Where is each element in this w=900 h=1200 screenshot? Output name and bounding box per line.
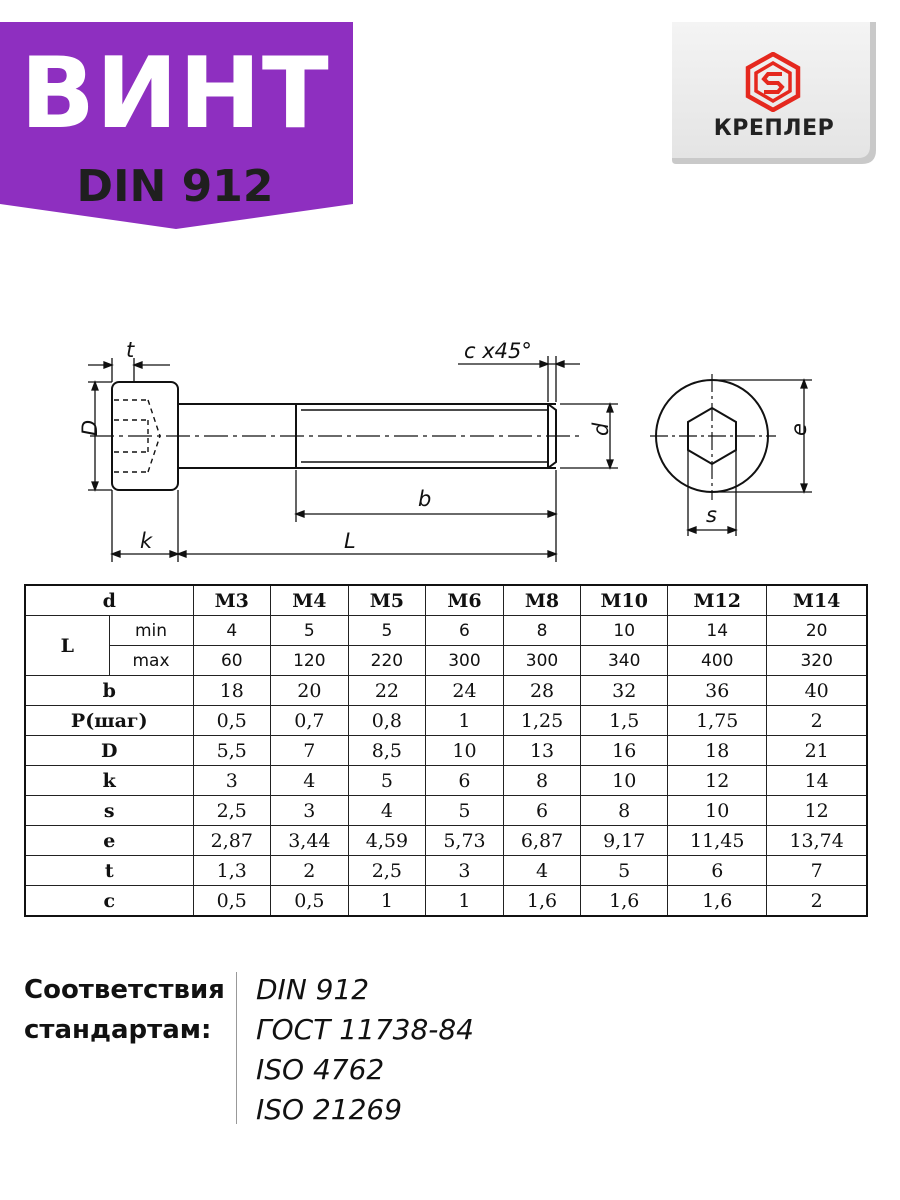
standard-item: ISO 21269: [256, 1093, 403, 1126]
table-cell: 14: [668, 616, 767, 646]
size-header: M14: [767, 585, 867, 616]
size-header: M6: [426, 585, 504, 616]
table-cell: 0,5: [193, 886, 271, 917]
row-label: k: [25, 766, 193, 796]
table-cell: 36: [668, 676, 767, 706]
hex-s-logo-icon: [745, 52, 801, 112]
dimensions-table: [24, 584, 868, 917]
table-cell: 11,45: [668, 826, 767, 856]
table-cell: 16: [581, 736, 668, 766]
table-row: [25, 766, 867, 796]
label-e: e: [787, 423, 811, 436]
row-label: L: [25, 616, 109, 676]
table-row: [25, 616, 867, 646]
table-cell: 10: [426, 736, 504, 766]
standards-label: [24, 970, 234, 1050]
table-cell: 120: [271, 646, 349, 676]
banner-title: ВИНТ: [20, 37, 330, 151]
table-cell: 220: [348, 646, 426, 676]
table-cell: 18: [193, 676, 271, 706]
row-sublabel: min: [109, 616, 193, 646]
table-cell: 4: [271, 766, 349, 796]
table-cell: 18: [668, 736, 767, 766]
label-k: k: [140, 529, 153, 553]
table-cell: 3,44: [271, 826, 349, 856]
table-row: [25, 796, 867, 826]
table-cell: 9,17: [581, 826, 668, 856]
table-row: [25, 706, 867, 736]
table-row: [25, 826, 867, 856]
table-row: [25, 886, 867, 917]
label-t: t: [126, 338, 135, 362]
table-cell: 28: [503, 676, 581, 706]
table-cell: 1,6: [668, 886, 767, 917]
table-cell: 7: [767, 856, 867, 886]
brand-name: КРЕПЛЕР: [713, 116, 835, 141]
table-cell: 21: [767, 736, 867, 766]
size-header: M5: [348, 585, 426, 616]
banner-subtitle: DIN 912: [76, 161, 274, 212]
table-cell: 4: [348, 796, 426, 826]
table-cell: 1: [426, 886, 504, 917]
row-label: P(шаг): [25, 706, 193, 736]
table-cell: 0,5: [271, 886, 349, 917]
table-cell: 1: [348, 886, 426, 917]
row-label: b: [25, 676, 193, 706]
row-label: t: [25, 856, 193, 886]
table-cell: 300: [503, 646, 581, 676]
label-D: D: [78, 419, 102, 436]
size-header: M10: [581, 585, 668, 616]
divider: [236, 972, 237, 1124]
table-cell: 6: [426, 616, 504, 646]
table-cell: 6: [503, 796, 581, 826]
table-cell: 5: [426, 796, 504, 826]
row-label: c: [25, 886, 193, 917]
table-cell: 10: [581, 616, 668, 646]
table-cell: 4,59: [348, 826, 426, 856]
table-cell: 32: [581, 676, 668, 706]
table-cell: 5: [348, 616, 426, 646]
table-cell: 6: [426, 766, 504, 796]
standard-item: ISO 4762: [256, 1053, 385, 1086]
table-cell: 5,73: [426, 826, 504, 856]
row-label: s: [25, 796, 193, 826]
table-row: [25, 736, 867, 766]
table-cell: 300: [426, 646, 504, 676]
table-cell: 400: [668, 646, 767, 676]
table-cell: 2,5: [348, 856, 426, 886]
label-L: L: [344, 529, 356, 553]
table-cell: 60: [193, 646, 271, 676]
standards-list: [256, 970, 474, 1130]
table-cell: 20: [271, 676, 349, 706]
label-d: d: [589, 422, 613, 436]
table-cell: 2,5: [193, 796, 271, 826]
table-header-row: [25, 585, 867, 616]
table-cell: 4: [193, 616, 271, 646]
table-cell: 1,6: [503, 886, 581, 917]
table-cell: 1,6: [581, 886, 668, 917]
table-cell: 5: [271, 616, 349, 646]
table-cell: 2,87: [193, 826, 271, 856]
table-cell: 8: [503, 766, 581, 796]
standard-item: DIN 912: [256, 973, 370, 1006]
table-cell: 13: [503, 736, 581, 766]
table-cell: 0,8: [348, 706, 426, 736]
table-cell: 24: [426, 676, 504, 706]
table-cell: 3: [426, 856, 504, 886]
table-cell: 340: [581, 646, 668, 676]
table-cell: 8,5: [348, 736, 426, 766]
size-header: M12: [668, 585, 767, 616]
table-cell: 3: [193, 766, 271, 796]
table-cell: 13,74: [767, 826, 867, 856]
row-label: e: [25, 826, 193, 856]
size-header: M3: [193, 585, 271, 616]
table-cell: 12: [668, 766, 767, 796]
header-label: d: [25, 585, 193, 616]
label-c-x45: c x45°: [464, 339, 532, 363]
table-cell: 320: [767, 646, 867, 676]
table-cell: 5,5: [193, 736, 271, 766]
table-cell: 10: [581, 766, 668, 796]
table-cell: 40: [767, 676, 867, 706]
table-cell: 10: [668, 796, 767, 826]
table-cell: 7: [271, 736, 349, 766]
label-s: s: [706, 503, 717, 527]
table-cell: 5: [581, 856, 668, 886]
table-cell: 6,87: [503, 826, 581, 856]
table-cell: 2: [271, 856, 349, 886]
table-cell: 2: [767, 706, 867, 736]
table-body: [25, 676, 867, 917]
size-header: M4: [271, 585, 349, 616]
table-cell: 1,5: [581, 706, 668, 736]
table-cell: 22: [348, 676, 426, 706]
table-cell: 8: [581, 796, 668, 826]
table-cell: 1,25: [503, 706, 581, 736]
table-cell: 0,7: [271, 706, 349, 736]
table-cell: 4: [503, 856, 581, 886]
table-cell: 20: [767, 616, 867, 646]
table-row: [25, 856, 867, 886]
table-cell: 1,75: [668, 706, 767, 736]
table-cell: 5: [348, 766, 426, 796]
row-label: D: [25, 736, 193, 766]
table-cell: 14: [767, 766, 867, 796]
table-cell: 1: [426, 706, 504, 736]
table-cell: 6: [668, 856, 767, 886]
table-cell: 2: [767, 886, 867, 917]
row-sublabel: max: [109, 646, 193, 676]
table-cell: 0,5: [193, 706, 271, 736]
table-cell: 8: [503, 616, 581, 646]
label-b: b: [418, 487, 432, 511]
title-banner: [0, 22, 353, 229]
standard-item: ГОСТ 11738-84: [256, 1013, 474, 1046]
table-row: [25, 646, 867, 676]
table-cell: 12: [767, 796, 867, 826]
table-row: [25, 676, 867, 706]
standards-label-line: стандартам:: [24, 1015, 212, 1045]
screw-technical-drawing: [60, 330, 820, 570]
table-cell: 1,3: [193, 856, 271, 886]
size-header: M8: [503, 585, 581, 616]
table-cell: 3: [271, 796, 349, 826]
standards-label-line: Соответствия: [24, 975, 225, 1005]
